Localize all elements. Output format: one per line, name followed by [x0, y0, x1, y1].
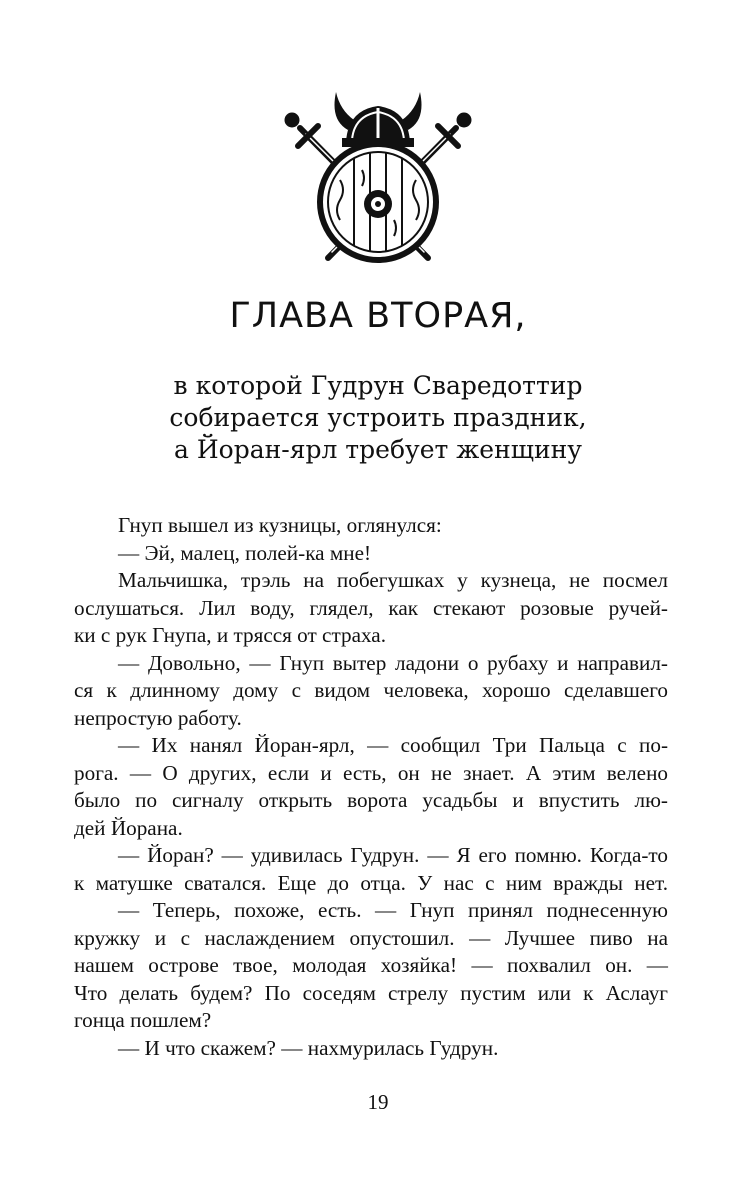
- text-line: Мальчишка, трэль на побегушках у кузнеца, не посмел: [118, 568, 668, 592]
- text-line: ся к длинному дому с видом человека, хорошо сделавшего: [74, 678, 668, 702]
- text-line: гонца пошлем?: [74, 1008, 212, 1032]
- text-line: — Эй, малец, полей-ка мне!: [118, 540, 372, 565]
- text-line: дей Йорана.: [74, 815, 183, 840]
- text-line: — Теперь, похоже, есть. — Гнуп принял поднесенную: [118, 898, 668, 922]
- text-line: к матушке сватался. Еще до отца. У нас с ним вражды нет.: [74, 870, 668, 895]
- text-line: было по сигналу открыть ворота усадьбы и впустить лю-: [74, 788, 668, 812]
- viking-emblem-icon: [278, 80, 478, 280]
- text-line: — Их нанял Йоран-ярл, — сообщил Три Пальца с по-: [118, 733, 668, 757]
- text-line: Что делать будем? По соседям стрелу пустим или к Аслауг: [74, 980, 668, 1005]
- chapter-subtitle: [0, 370, 756, 466]
- body-text: [74, 512, 668, 1062]
- text-line: непростую работу.: [74, 705, 242, 730]
- text-line: рога. — О других, если и есть, он не знает. А этим велено: [74, 760, 668, 785]
- text-line: кружку и с наслаждением опустошил. — Лучшее пиво на: [74, 925, 668, 950]
- subtitle-line: а Йоран-ярл требует женщину: [173, 435, 583, 464]
- text-line: ки с рук Гнупа, и трясся от страха.: [74, 623, 386, 647]
- text-line: — Йоран? — удивилась Гудрун. — Я его помню. Когда-то: [118, 843, 668, 867]
- text-line: — Довольно, — Гнуп вытер ладони о рубаху и направил-: [118, 650, 668, 675]
- subtitle-line: в которой Гудрун Сваредоттир: [173, 371, 583, 400]
- text-line: ослушаться. Лил воду, глядел, как стекают розовые ручей-: [74, 595, 668, 620]
- chapter-title: ГЛАВА ВТОРАЯ,: [229, 296, 527, 336]
- page-number: 19: [367, 1090, 389, 1114]
- text-line: нашем острове твое, молодая хозяйка! — похвалил он. —: [74, 953, 668, 977]
- text-line: — И что скажем? — нахмурилась Гудрун.: [118, 1035, 499, 1060]
- text-line: Гнуп вышел из кузницы, оглянулся:: [118, 513, 442, 537]
- subtitle-line: собирается устроить праздник,: [169, 403, 587, 432]
